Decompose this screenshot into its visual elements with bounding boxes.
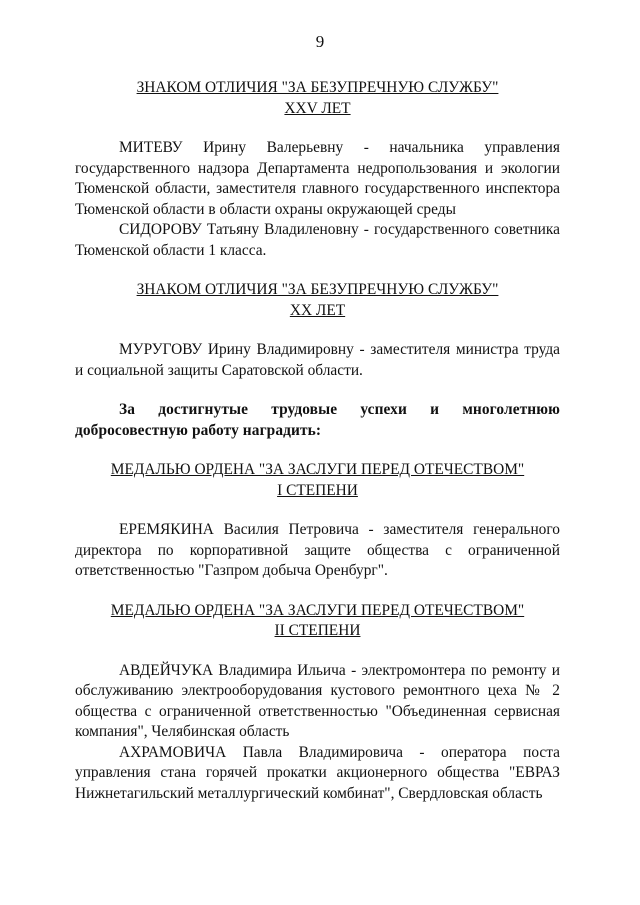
heading-line: МЕДАЛЬЮ ОРДЕНА "ЗА ЗАСЛУГИ ПЕРЕД ОТЕЧЕСТВОМ" bbox=[110, 601, 525, 619]
award-heading-xxv bbox=[75, 78, 560, 119]
heading-line: II СТЕПЕНИ bbox=[274, 622, 361, 639]
medal-heading-1 bbox=[75, 460, 560, 501]
award-paragraph: СИДОРОВУ Татьяну Владиленовну - государственного советника Тюменской области 1 класса. bbox=[75, 221, 560, 259]
heading-line: I СТЕПЕНИ bbox=[277, 481, 358, 499]
heading-line: XXV ЛЕТ bbox=[284, 99, 351, 117]
award-paragraph: АХРАМОВИЧА Павла Владимировича - оператора поста управления стана горячей прокатки акционерного общества "ЕВРАЗ Нижнетагильский металлургический комбинат", Свердловская область bbox=[75, 743, 560, 802]
award-statement-block bbox=[75, 400, 560, 441]
medal-heading-2 bbox=[75, 601, 560, 642]
award-paragraph: МИТЕВУ Ирину Валерьевну - начальника управления государственного надзора Департамента недропользования и экологии Тюменской области, заместителя главного государственного инспектора Тюменской области в области охраны окружающей среды bbox=[75, 139, 560, 218]
heading-line: МЕДАЛЬЮ ОРДЕНА "ЗА ЗАСЛУГИ ПЕРЕД ОТЕЧЕСТВОМ" bbox=[110, 461, 525, 478]
medal-section-2 bbox=[75, 661, 560, 805]
section-xx bbox=[75, 340, 560, 381]
medal-section-1 bbox=[75, 520, 560, 582]
heading-line: ЗНАКОМ ОТЛИЧИЯ "ЗА БЕЗУПРЕЧНУЮ СЛУЖБУ" bbox=[136, 281, 499, 298]
section-xxv bbox=[75, 138, 560, 261]
award-paragraph: ЕРЕМЯКИНА Василия Петровича - заместителя генерального директора по корпоративной защите общества с ограниченной ответственностью "Газпром добыча Оренбург". bbox=[75, 521, 560, 579]
award-heading-xx bbox=[75, 280, 560, 321]
page-number: 9 bbox=[315, 32, 325, 51]
award-statement: За достигнутые трудовые успехи и многолетнюю добросовестную работу наградить: bbox=[75, 401, 560, 439]
award-paragraph: МУРУГОВУ Ирину Владимировну - заместителя министра труда и социальной защиты Саратовской области. bbox=[75, 341, 560, 379]
heading-line: ЗНАКОМ ОТЛИЧИЯ "ЗА БЕЗУПРЕЧНУЮ СЛУЖБУ" bbox=[136, 79, 499, 96]
award-paragraph: АВДЕЙЧУКА Владимира Ильича - электромонтера по ремонту и обслуживанию электрооборудования кустового ремонтного цеха № 2 общества с ограниченной ответственностью "Объединенная сервисная компания", Челябинская область bbox=[75, 661, 560, 740]
heading-line: XX ЛЕТ bbox=[289, 301, 346, 319]
document-body bbox=[75, 78, 560, 823]
